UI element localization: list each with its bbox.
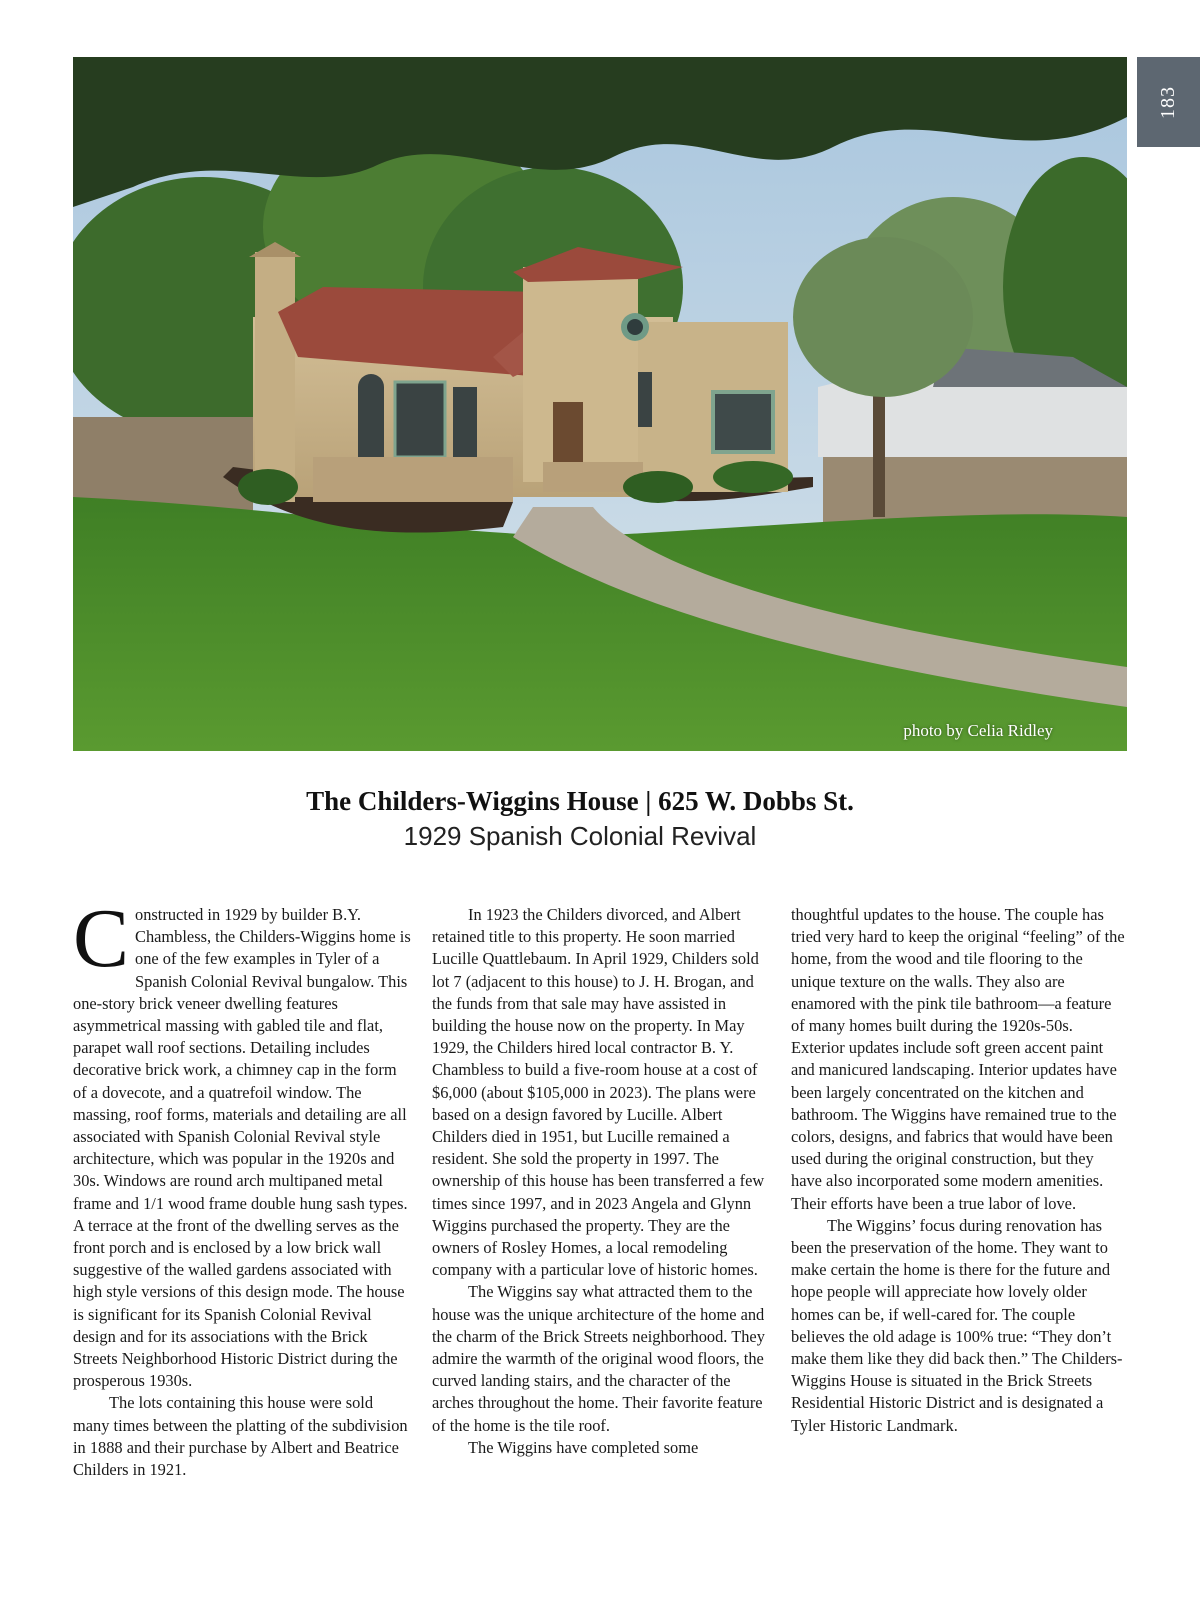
page-number-tab <box>1137 57 1200 147</box>
article-column-3 <box>791 904 1127 1437</box>
paragraph: The Wiggins have completed some <box>468 1437 699 1457</box>
article-column-2 <box>432 904 770 1459</box>
photo-credit: photo by Celia Ridley <box>903 721 1053 740</box>
paragraph <box>73 892 411 1392</box>
house-photo <box>73 57 1127 751</box>
article-title: The Childers-Wiggins House | 625 W. Dobbs St. <box>306 786 854 816</box>
house-photo-illustration <box>73 57 1127 751</box>
paragraph: The Wiggins’ focus during renovation has been the preservation of the home. They want to make certain the home is there for the future and hope people will appreciate how lovely older homes can be, if well-cared for. The couple believes the old adage is 100% true: “They don’t make them like they did back then.” The Childers-Wiggins House is situated in the Brick Streets Residential Historic District and is designated a Tyler Historic Landmark. <box>791 1215 1123 1435</box>
page-number: 183 <box>1157 85 1179 119</box>
paragraph-text: onstructed in 1929 by builder B.Y. Chambless, the Childers-Wiggins home is one of the few examples in Tyler of a Spanish Colonial Revival bungalow. This one-story brick veneer dwelling features asymmetrical massing with gabled tile and flat, parapet wall roof sections. Detailing includes decorative brick work, a chimney cap in the form of a dovecote, and a quatrefoil window. The massing, roof forms, materials and detailing are all associated with Spanish Colonial Revival style architecture, which was popular in the 1920s and 30s. Windows are round arch multipaned metal frame and 1/1 wood frame double hung sash types. A terrace at the front of the dwelling serves as the front porch and is enclosed by a low brick wall suggestive of the walled gardens associated with high style versions of this design mode. The house is significant for its Spanish Colonial Revival design and for its associations with the Brick Streets Neighborhood Historic District during the prosperous 1930s. <box>73 905 411 1391</box>
article-column-1 <box>73 892 411 1481</box>
article-header <box>0 786 1160 852</box>
paragraph: The Wiggins say what attracted them to the house was the unique architecture of the home and the charm of the Brick Streets neighborhood. They admire the warmth of the original wood floors, the curved landing stairs, and the character of the arches throughout the home. Their favorite feature of the home is the tile roof. <box>432 1282 765 1435</box>
paragraph: The lots containing this house were sold many times between the platting of the subdivision in 1888 and their purchase by Albert and Beatrice Childers in 1921. <box>73 1393 408 1480</box>
article-subtitle: 1929 Spanish Colonial Revival <box>403 821 757 851</box>
paragraph: In 1923 the Childers divorced, and Albert retained title to this property. He soon married Lucille Quattlebaum. In April 1929, Childers sold lot 7 (adjacent to this house) to J. H. Brogan, and the funds from that sale may have assisted in building the house now on the property. In May 1929, the Childers hired local contractor B. Y. Chambless to build a five-room house at a cost of $6,000 (about $105,000 in 2023). The plans were based on a design favored by Lucille. Albert Childers died in 1951, but Lucille remained a resident. She sold the property in 1997. The ownership of this house has been transferred a few times since 1997, and in 2023 Angela and Glynn Wiggins purchased the property. They are the owners of Rosley Homes, a local remodeling company with a particular love of historic homes. <box>432 905 765 1280</box>
paragraph: thoughtful updates to the house. The couple has tried very hard to keep the original “feeling” of the home, from the wood and tile flooring to the unique texture on the walls. They also are enamored with the pink tile bathroom—a feature of many homes built during the 1920s-50s. Exterior updates include soft green accent paint and manicured landscaping. Interior updates have been largely concentrated on the kitchen and bathroom. The Wiggins have remained true to the colors, designs, and fabrics that would have been used during the original construction, but they have also incorporated some modern amenities. Their efforts have been a true labor of love. <box>791 905 1125 1213</box>
drop-cap: C <box>73 892 130 985</box>
